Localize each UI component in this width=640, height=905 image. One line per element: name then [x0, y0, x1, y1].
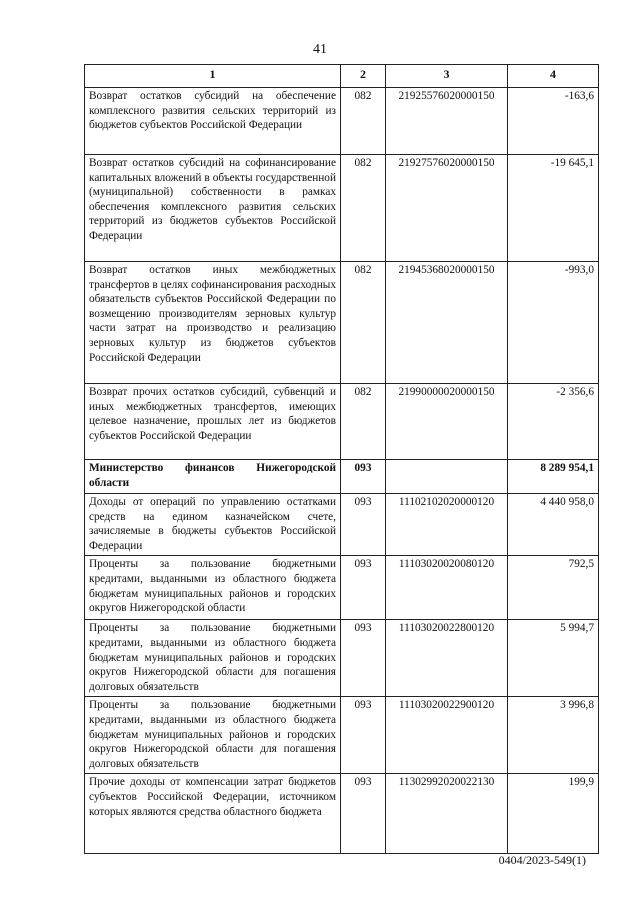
row-admin-code-cell: 093 — [341, 460, 386, 494]
table-row — [85, 262, 599, 384]
table-row — [85, 697, 599, 774]
row-admin-code-cell: 093 — [341, 494, 386, 556]
row-admin-code-cell: 082 — [341, 262, 386, 384]
table-body — [85, 88, 599, 854]
column-header-2: 2 — [341, 65, 386, 88]
row-name-cell: Проценты за пользование бюджетными кредитами, выданными из областного бюджета бюджетам муниципальных районов и городских округов Нижегородской области для погашения долговых обязательств — [85, 697, 341, 774]
row-admin-code-cell: 093 — [341, 556, 386, 620]
column-header-3: 3 — [386, 65, 508, 88]
row-amount-cell: 5 994,7 — [508, 620, 599, 697]
row-revenue-code-cell: 21945368020000150 — [386, 262, 508, 384]
row-admin-code-cell: 093 — [341, 774, 386, 854]
table-row — [85, 155, 599, 262]
column-header-4: 4 — [508, 65, 599, 88]
row-revenue-code-cell: 11103020022800120 — [386, 620, 508, 697]
table-row — [85, 774, 599, 854]
row-name-cell: Возврат остатков субсидий на софинансирование капитальных вложений в объекты государственной (муниципальной) собственности в рамках обеспечения комплексного развития сельских территорий из бюджетов субъектов Российской Федерации — [85, 155, 341, 262]
row-admin-code-cell: 082 — [341, 88, 386, 155]
row-revenue-code-cell: 11102102020000120 — [386, 494, 508, 556]
table-row — [85, 384, 599, 460]
row-amount-cell: 792,5 — [508, 556, 599, 620]
row-amount-cell: 4 440 958,0 — [508, 494, 599, 556]
table-row — [85, 494, 599, 556]
page-number: 41 — [313, 42, 327, 57]
row-name-cell: Проценты за пользование бюджетными кредитами, выданными из областного бюджета бюджетам муниципальных районов и городских округов Нижегородской области — [85, 556, 341, 620]
row-name-cell: Доходы от операций по управлению остатками средств на едином казначейском счете, зачисляемые в бюджеты субъектов Российской Федерации — [85, 494, 341, 556]
row-revenue-code-cell: 11302992020022130 — [386, 774, 508, 854]
row-admin-code-cell: 093 — [341, 697, 386, 774]
row-revenue-code-cell: 11103020022900120 — [386, 697, 508, 774]
column-header-1: 1 — [85, 65, 341, 88]
row-revenue-code-cell: 11103020020080120 — [386, 556, 508, 620]
row-name-cell: Министерство финансов Нижегородской области — [85, 460, 341, 494]
table-row — [85, 460, 599, 494]
row-name-cell: Возврат прочих остатков субсидий, субвенций и иных межбюджетных трансфертов, имеющих целевое назначение, прошлых лет из бюджетов субъектов Российской Федерации — [85, 384, 341, 460]
budget-revenue-table — [84, 64, 599, 854]
table-header-row — [85, 65, 599, 88]
row-amount-cell: -2 356,6 — [508, 384, 599, 460]
row-amount-cell: 199,9 — [508, 774, 599, 854]
row-name-cell: Возврат остатков субсидий на обеспечение комплексного развития сельских территорий из бюджетов субъектов Российской Федерации — [85, 88, 341, 155]
row-admin-code-cell: 082 — [341, 384, 386, 460]
row-revenue-code-cell: 21927576020000150 — [386, 155, 508, 262]
row-admin-code-cell: 093 — [341, 620, 386, 697]
row-amount-cell: -163,6 — [508, 88, 599, 155]
table-row — [85, 620, 599, 697]
row-name-cell: Возврат остатков иных межбюджетных трансфертов в целях софинансирования расходных обязательств субъектов Российской Федерации по возмещению производителям зерновых культур части затрат на производство и реализацию зерновых культур из бюджетов субъектов Российской Федерации — [85, 262, 341, 384]
row-name-cell: Проценты за пользование бюджетными кредитами, выданными из областного бюджета бюджетам муниципальных районов и городских округов Нижегородской области для погашения долговых обязательств — [85, 620, 341, 697]
row-name-cell: Прочие доходы от компенсации затрат бюджетов субъектов Российской Федерации, источником которых являются средства областного бюджета — [85, 774, 341, 854]
row-amount-cell: 3 996,8 — [508, 697, 599, 774]
row-admin-code-cell: 082 — [341, 155, 386, 262]
table-row — [85, 88, 599, 155]
table-row — [85, 556, 599, 620]
row-amount-cell: 8 289 954,1 — [508, 460, 599, 494]
row-revenue-code-cell: 21990000020000150 — [386, 384, 508, 460]
row-revenue-code-cell: 21925576020000150 — [386, 88, 508, 155]
row-amount-cell: -19 645,1 — [508, 155, 599, 262]
document-code-footer: 0404/2023-549(1) — [498, 853, 586, 867]
row-revenue-code-cell — [386, 460, 508, 494]
row-amount-cell: -993,0 — [508, 262, 599, 384]
